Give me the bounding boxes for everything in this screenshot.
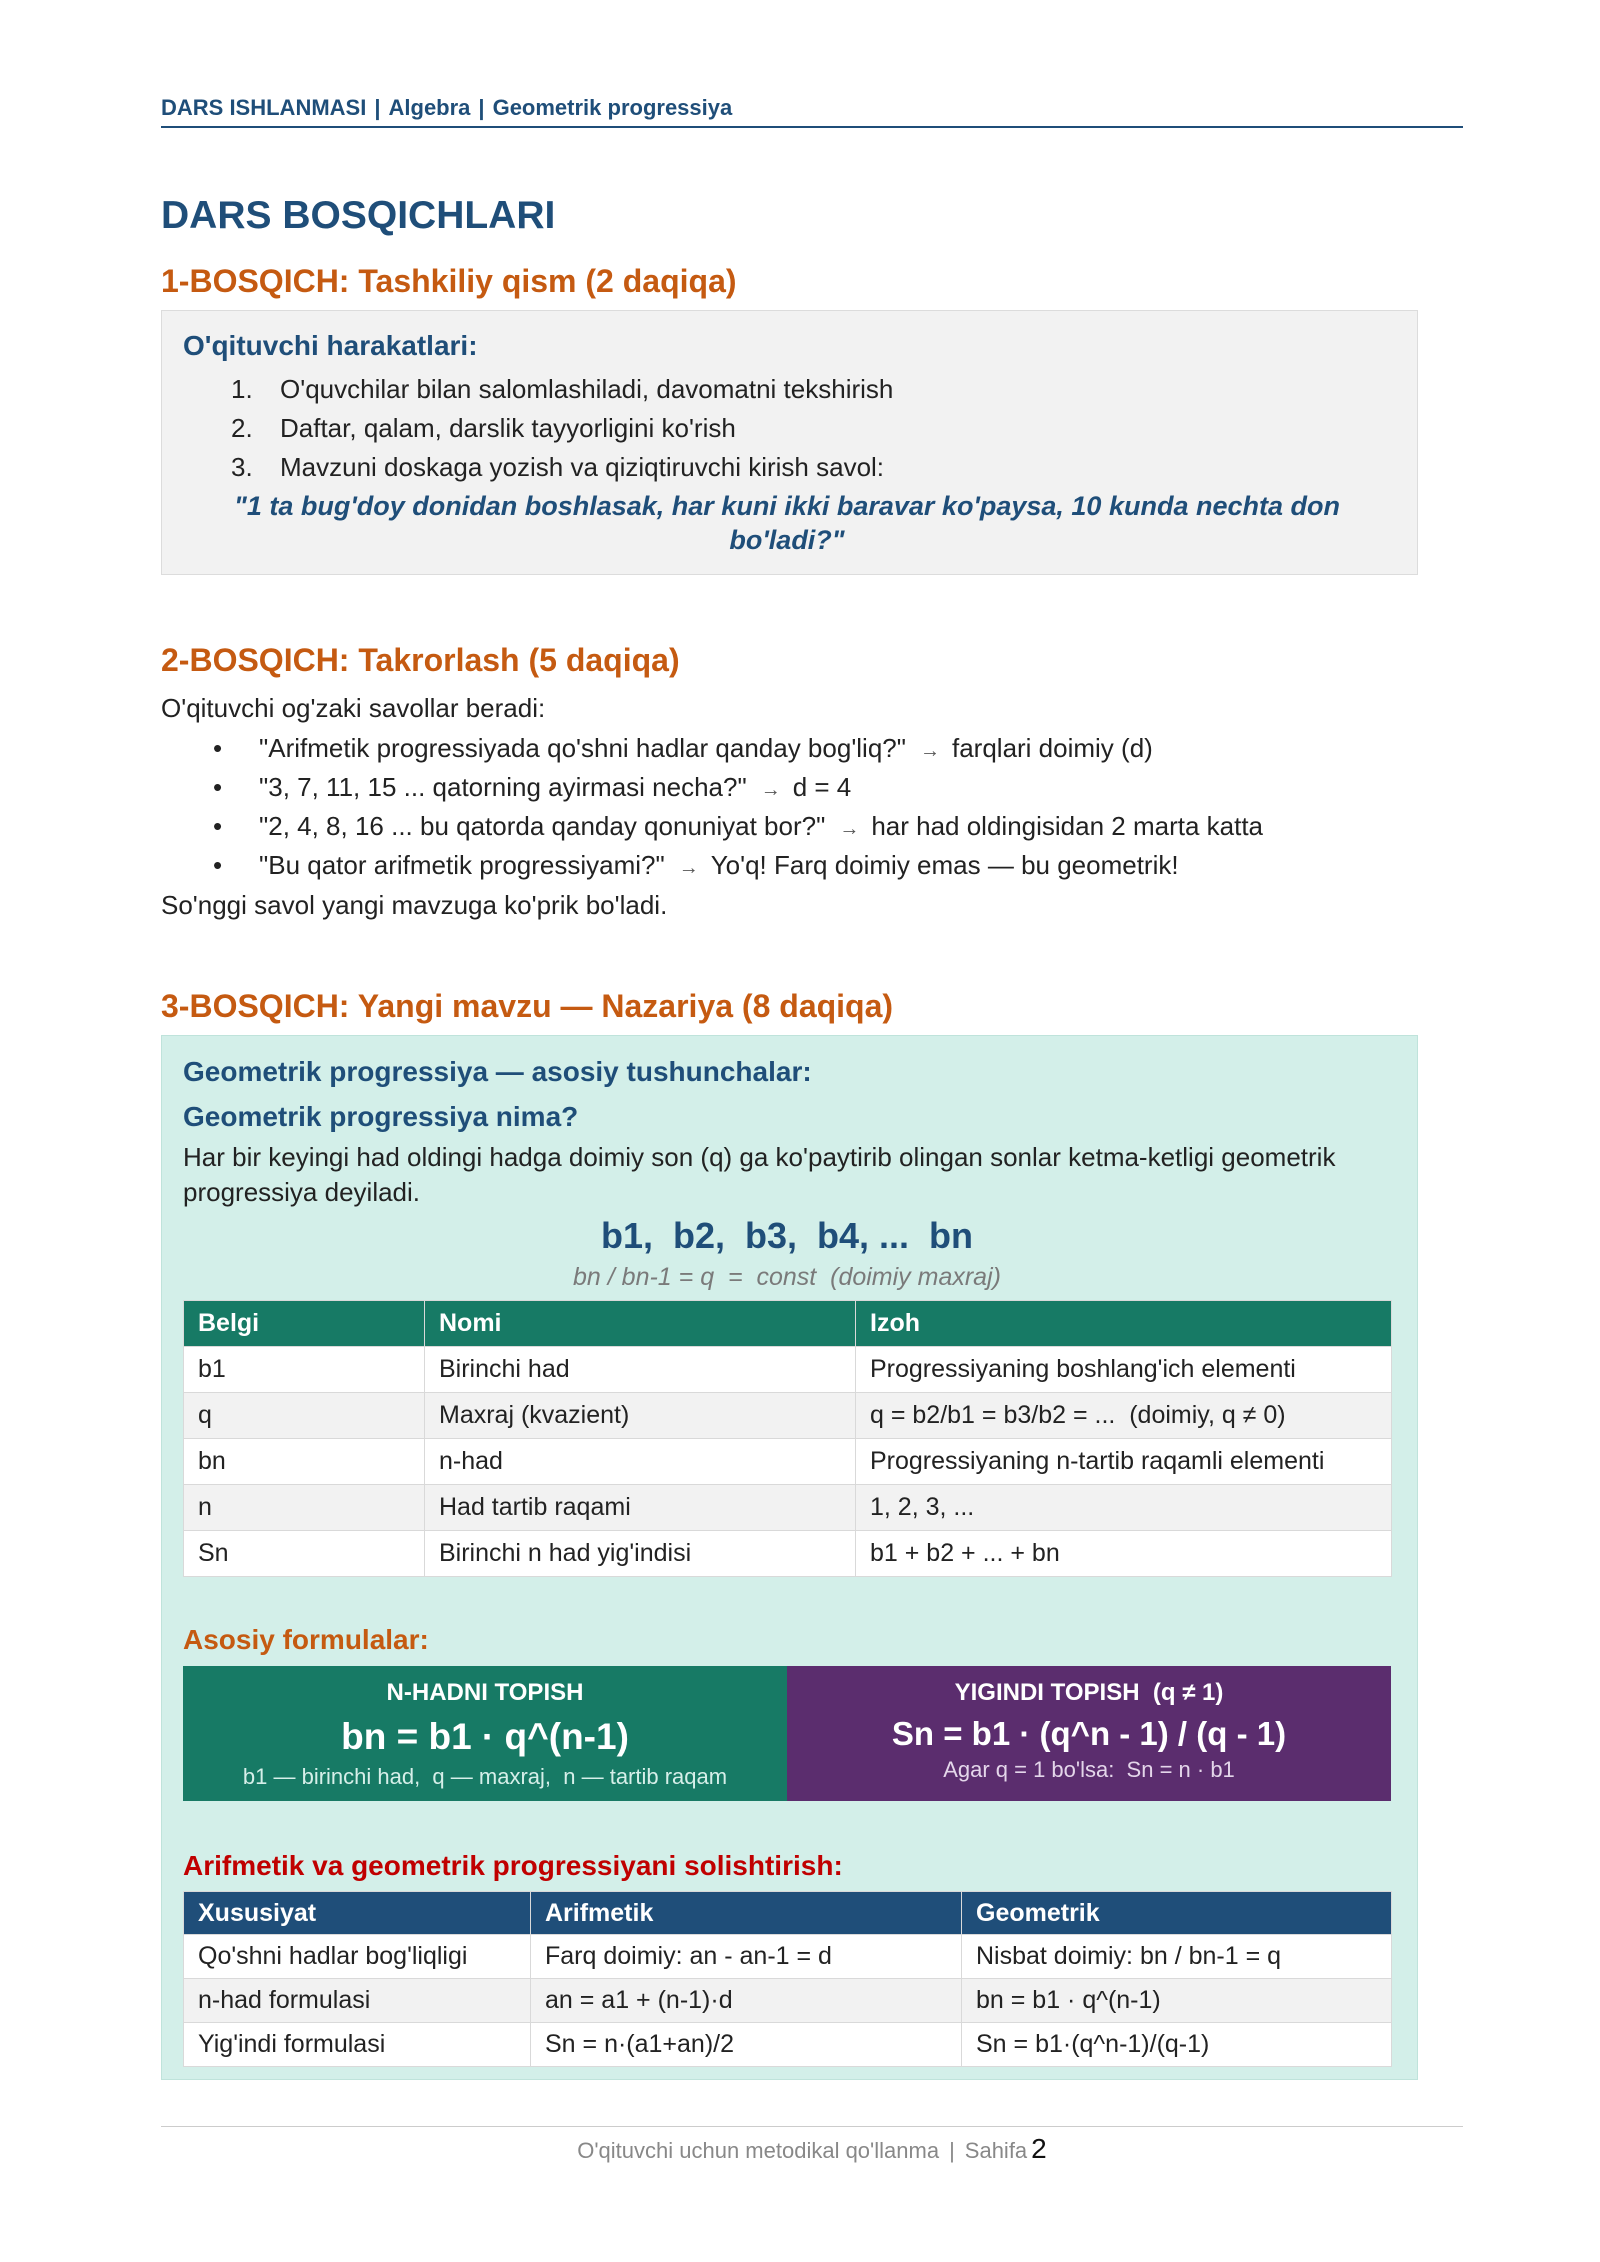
column-header: Geometrik [962, 1892, 1392, 1935]
question-text: "2, 4, 8, 16 ... bu qatorda qanday qonuniyat bor?" [259, 811, 826, 841]
card-title: YIGINDI TOPISH (q ≠ 1) [954, 1679, 1224, 1706]
table-row [184, 2023, 1392, 2067]
table-cell: q [184, 1393, 425, 1439]
table-cell: Nisbat doimiy: bn / bn-1 = q [962, 1935, 1392, 1979]
table-cell: Had tartib raqami [425, 1485, 856, 1531]
table-row [184, 1935, 1392, 1979]
header-separator: | [478, 95, 485, 120]
answer-text: d = 4 [792, 772, 852, 802]
table-row [184, 1485, 1392, 1531]
table-cell: Birinchi n had yig'indisi [425, 1531, 856, 1577]
table-cell: Yig'indi formulasi [184, 2023, 531, 2067]
arrow-right-icon: → [919, 740, 940, 762]
bullet-icon: • [213, 772, 223, 802]
arrow-right-icon: → [760, 779, 781, 801]
table-row [184, 1347, 1392, 1393]
question-text: "Bu qator arifmetik progressiyami?" [259, 850, 665, 880]
table-cell: Progressiyaning n-tartib raqamli elementi [856, 1439, 1392, 1485]
list-item-text: Daftar, qalam, darslik tayyorligini ko'rish [280, 413, 736, 443]
table-cell: b1 [184, 1347, 425, 1393]
table-cell: Sn = n·(a1+an)/2 [531, 2023, 962, 2067]
answer-text: har had oldingisidan 2 marta katta [871, 811, 1264, 841]
page-title: DARS BOSQICHLARI [161, 194, 556, 237]
stage2-outro: So'nggi savol yangi mavzuga ko'prik bo'ladi. [161, 890, 668, 920]
answer-text: Yo'q! Farq doimiy emas — bu geometrik! [710, 850, 1179, 880]
table-row [184, 1531, 1392, 1577]
card-note: b1 — birinchi had, q — maxraj, n — tartib raqam [242, 1764, 728, 1789]
stage2-intro: O'qituvchi og'zaki savollar beradi: [161, 693, 546, 723]
intro-question-quote: "1 ta bug'doy donidan boshlasak, har kuni ikki baravar ko'paysa, 10 kunda nechta don bo'ladi?" [234, 491, 1340, 555]
stage1-box-heading: O'qituvchi harakatlari: [183, 330, 478, 361]
table-cell: b1 + b2 + ... + bn [856, 1531, 1392, 1577]
table-cell: Birinchi had [425, 1347, 856, 1393]
header-rule [161, 126, 1463, 128]
footer-page-label: Sahifa [964, 2138, 1028, 2163]
sequence-display: b1, b2, b3, b4, ... bn [600, 1215, 974, 1256]
table-cell: n-had formulasi [184, 1979, 531, 2023]
stage3-title: 3-BOSQICH: Yangi mavzu — Nazariya (8 daqiqa) [161, 988, 894, 1024]
column-header: Belgi [184, 1301, 425, 1347]
stage2-title: 2-BOSQICH: Takrorlash (5 daqiqa) [161, 642, 680, 678]
card-formula: bn = b1 · q^(n-1) [341, 1716, 629, 1757]
list-item-number: 1. [231, 374, 253, 404]
column-header: Nomi [425, 1301, 856, 1347]
table-row [184, 1439, 1392, 1485]
arrow-right-icon: → [678, 857, 699, 879]
bullet-icon: • [213, 811, 223, 841]
theory-heading: Geometrik progressiya — asosiy tushunchalar: [183, 1056, 812, 1087]
table-row [184, 1393, 1392, 1439]
table-cell: Sn [184, 1531, 425, 1577]
bullet-icon: • [213, 733, 223, 763]
page-footer [161, 2133, 1463, 2167]
question-text: "3, 7, 11, 15 ... qatorning ayirmasi necha?" [259, 772, 747, 802]
running-header [161, 94, 732, 122]
definition-text: Har bir keyingi had oldingi hadga doimiy son (q) ga ko'paytirib olingan sonlar ketma-ketligi geometrik progressiya deyiladi. [183, 1142, 1336, 1207]
card-note: Agar q = 1 bo'lsa: Sn = n · b1 [943, 1757, 1235, 1782]
card-title: N-HADNI TOPISH [386, 1679, 584, 1706]
symbols-table [183, 1300, 1392, 1577]
list-item-number: 2. [231, 413, 253, 443]
comparison-table [183, 1891, 1392, 2067]
sum-formula-card [787, 1666, 1391, 1801]
table-cell: Progressiyaning boshlang'ich elementi [856, 1347, 1392, 1393]
arrow-right-icon: → [839, 818, 860, 840]
list-item-text: O'quvchilar bilan salomlashiladi, davomatni tekshirish [280, 374, 894, 404]
stage1-title: 1-BOSQICH: Tashkiliy qism (2 daqiqa) [161, 263, 737, 299]
header-topic: Geometrik progressiya [492, 95, 733, 120]
card-formula: Sn = b1 · (q^n - 1) / (q - 1) [891, 1715, 1287, 1752]
table-header-row [184, 1892, 1392, 1935]
footer-text: O'qituvchi uchun metodikal qo'llanma [577, 2138, 940, 2163]
ratio-formula: bn / bn-1 = q = const (doimiy maxraj) [573, 1263, 1001, 1291]
bullet-icon: • [213, 850, 223, 880]
list-item-number: 3. [231, 452, 253, 482]
table-row [184, 1979, 1392, 2023]
nth-term-formula-card [183, 1666, 787, 1801]
table-cell: Maxraj (kvazient) [425, 1393, 856, 1439]
table-cell: 1, 2, 3, ... [856, 1485, 1392, 1531]
header-doc-type: DARS ISHLANMASI [161, 95, 367, 120]
table-cell: n-had [425, 1439, 856, 1485]
table-cell: Qo'shni hadlar bog'liqligi [184, 1935, 531, 1979]
header-separator: | [374, 95, 381, 120]
footer-rule [161, 2126, 1463, 2127]
table-cell: Farq doimiy: an - an-1 = d [531, 1935, 962, 1979]
header-subject: Algebra [388, 95, 471, 120]
table-cell: an = a1 + (n-1)·d [531, 1979, 962, 2023]
footer-separator: | [949, 2138, 955, 2163]
table-header-row [184, 1301, 1392, 1347]
table-cell: n [184, 1485, 425, 1531]
table-cell: bn = b1 · q^(n-1) [962, 1979, 1392, 2023]
column-header: Izoh [856, 1301, 1392, 1347]
answer-text: farqlari doimiy (d) [951, 733, 1153, 763]
table-cell: bn [184, 1439, 425, 1485]
table-cell: Sn = b1·(q^n-1)/(q-1) [962, 2023, 1392, 2067]
column-header: Arifmetik [531, 1892, 962, 1935]
column-header: Xususiyat [184, 1892, 531, 1935]
table-cell: q = b2/b1 = b3/b2 = ... (doimiy, q ≠ 0) [856, 1393, 1392, 1439]
formulas-heading: Asosiy formulalar: [183, 1624, 429, 1655]
list-item-text: Mavzuni doskaga yozish va qiziqtiruvchi kirish savol: [280, 452, 885, 482]
theory-subheading: Geometrik progressiya nima? [183, 1101, 579, 1132]
page-number: 2 [1031, 2133, 1047, 2164]
question-text: "Arifmetik progressiyada qo'shni hadlar qanday bog'liq?" [259, 733, 906, 763]
comparison-heading: Arifmetik va geometrik progressiyani solishtirish: [183, 1850, 843, 1881]
